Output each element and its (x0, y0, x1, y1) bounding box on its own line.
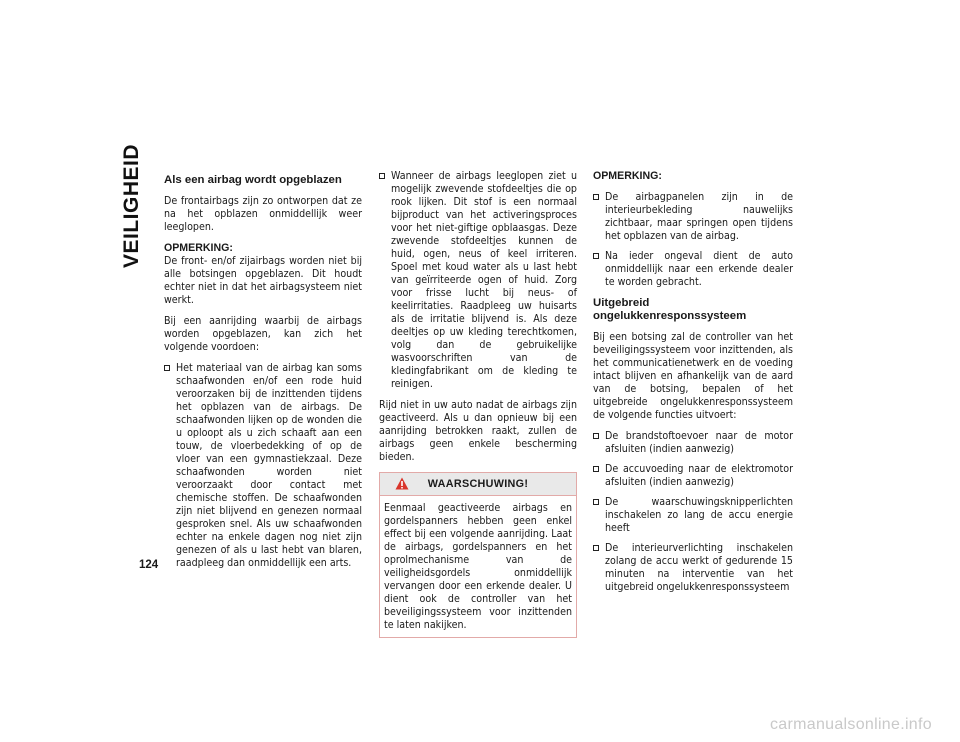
section-title-vertical: VEILIGHEID (120, 143, 143, 268)
warning-header (380, 473, 576, 496)
paragraph: Bij een botsing zal de controller van het beveiligingssysteem voor inzittenden, als het communicatienetwerk en de voeding intact blijven en afhankelijk van de aard van de botsing, bepalen of het uitgebreide ongelukkenresponssysteem de volgende functies uitvoert: (593, 331, 793, 421)
warning-title: WAARSCHUWING! (427, 478, 529, 490)
square-bullet-icon (593, 253, 599, 259)
paragraph: Rijd niet in uw auto nadat de airbags zijn geactiveerd. Als u dan opnieuw bij een aanrijding betrokken raakt, zullen de airbags geen enkele bescherming bieden. (379, 399, 577, 463)
square-bullet-icon (593, 433, 599, 439)
column-2 (379, 170, 577, 638)
square-bullet-icon (593, 499, 599, 505)
bullet-list (164, 362, 362, 570)
paragraph: Bij een aanrijding waarbij de airbags worden opgeblazen, kan zich het volgende voordoen: (164, 315, 362, 353)
list-item: Na ieder ongeval dient de auto onmiddellijk naar een erkende dealer te worden gebracht. (593, 250, 793, 289)
bullet-list (593, 430, 793, 594)
section-heading: Als een airbag wordt opgeblazen (164, 174, 342, 186)
list-item: De interieurverlichting inschakelen zolang de accu werkt of gedurende 15 minuten na interventie van het uitgebreid ongelukkenresponssysteem (593, 542, 793, 594)
section-heading: Uitgebreid ongelukkenresponssysteem (593, 297, 747, 322)
note-label: OPMERKING: (593, 170, 662, 182)
column-3 (593, 170, 793, 602)
note-bullet-list (593, 191, 793, 289)
square-bullet-icon (593, 466, 599, 472)
list-item: Wanneer de airbags leeglopen ziet u mogelijk zwevende stofdeeltjes die op rook lijken. Dit stof is een normaal bijproduct van het activeringsproces voor het niet-giftige opblaasgas. Deze zwevende stofdeeltjes kunnen de huid, ogen, neus of keel irriteren. Spoel met koud water als u last hebt van geïrriteerde ogen of huid. Zorg voor frisse lucht bij neus- of keelirritaties. Raadpleeg uw huisarts als de irritatie blijvend is. Als deze deeltjes op uw kleding terechtkomen, volg dan de gebruikelijke wasvoorschriften van de kledingfabrikant om de kleding te reinigen. (379, 170, 577, 391)
list-item: De airbagpanelen zijn in de interieurbekleding nauwelijks zichtbaar, maar springen open tijdens het opblazen van de airbag. (593, 191, 793, 243)
square-bullet-icon (164, 365, 170, 371)
watermark-footer: carmanualsonline.info (770, 716, 932, 733)
square-bullet-icon (593, 545, 599, 551)
square-bullet-icon (379, 173, 385, 179)
note-text: De front- en/of zijairbags worden niet bij alle botsingen opgeblazen. Dit houdt echter niet in dat het airbagsysteem niet werkt. (164, 255, 362, 306)
warning-box (379, 472, 577, 638)
column-1 (164, 170, 362, 578)
bullet-list (379, 170, 577, 391)
paragraph: De frontairbags zijn zo ontworpen dat ze na het opblazen onmiddellijk weer leeglopen. (164, 195, 362, 233)
square-bullet-icon (593, 194, 599, 200)
note-label: OPMERKING: (164, 242, 233, 254)
page-number: 124 (139, 559, 159, 571)
list-item: De brandstoftoevoer naar de motor afsluiten (indien aanwezig) (593, 430, 793, 456)
warning-text: Eenmaal geactiveerde airbags en gordelspanners hebben geen enkel effect bij een volgende aanrijding. Laat de airbags, gordelspanners en het oprolmechanisme van de veiligheidsgordels onmiddellijk vervangen door een erkende dealer. U dient ook de controller van het beveiligingssysteem voor inzittenden te laten nakijken. (384, 502, 572, 631)
list-item: De waarschuwingsknipperlichten inschakelen zo lang de accu energie heeft (593, 496, 793, 535)
list-item: Het materiaal van de airbag kan soms schaafwonden en/of een rode huid veroorzaken bij de inzittenden tijdens het opblazen van de airbags. De schaafwonden lijken op de wonden die u oploopt als u zich schaaft aan een touw, de vloerbedekking of op de vloer van een gymnastiekzaal. Deze schaafwonden worden niet veroorzaakt door contact met chemische stoffen. De schaafwonden zijn niet blijvend en genezen normaal gesproken snel. Als uw schaafwonden echter na enkele dagen nog niet zijn genezen of als u last hebt van blaren, raadpleeg dan onmiddellijk een arts. (164, 362, 362, 570)
list-item: De accuvoeding naar de elektromotor afsluiten (indien aanwezig) (593, 463, 793, 489)
